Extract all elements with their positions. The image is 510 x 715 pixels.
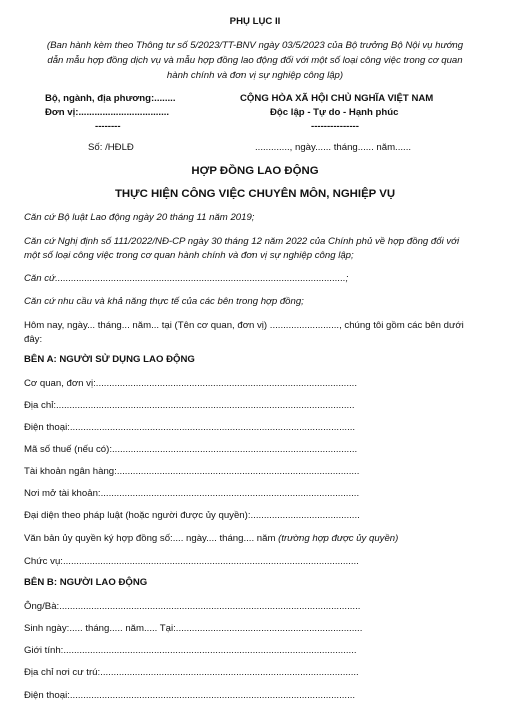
contract-number: Số: /HĐLĐ: [88, 142, 134, 153]
intro-line-2: đây:: [24, 334, 43, 345]
party-b-residence-field: Địa chỉ nơi cư trú:.................................................................................................: [24, 667, 359, 678]
party-b-heading: BÊN B: NGƯỜI LAO ĐỘNG: [24, 577, 148, 588]
basis-needs: Căn cứ nhu cầu và khả năng thực tế của các bên trong hợp đồng;: [24, 296, 304, 307]
ministry-label: Bộ, ngành, địa phương:........: [45, 93, 176, 104]
party-a-authorization-field: [24, 533, 398, 544]
basis-labor-code: Căn cứ Bộ luật Lao động ngày 20 tháng 11 năm 2019;: [24, 212, 255, 223]
party-a-heading: BÊN A: NGƯỜI SỬ DỤNG LAO ĐỘNG: [24, 354, 195, 365]
basis-decree-line-2: một số loại công việc trong cơ quan hành chính và đơn vị sự nghiệp công lập;: [24, 250, 354, 261]
appendix-note-line-1: (Ban hành kèm theo Thông tư số 5/2023/TT-BNV ngày 03/5/2023 của Bộ trưởng Bộ Nội vụ hướng: [46, 40, 464, 51]
party-a-phone-field: Điện thoại:...........................................................................................................: [24, 422, 356, 433]
party-a-bank-field: Tài khoản ngân hàng:...........................................................................................: [24, 466, 360, 477]
party-b-birth-field: Sinh ngày:..... tháng..... năm..... Tại:......................................................................: [24, 623, 363, 634]
right-divider: ---------------: [311, 121, 359, 132]
national-motto: Độc lập - Tự do - Hạnh phúc: [270, 107, 399, 118]
appendix-note-line-3: hành chính và đơn vị sự nghiệp công lập): [166, 70, 344, 81]
party-a-tax-field: Mã số thuế (nếu có):............................................................................................: [24, 444, 358, 455]
contract-title: HỢP ĐỒNG LAO ĐỘNG: [191, 165, 319, 177]
contract-subtitle: THỰC HIỆN CÔNG VIỆC CHUYÊN MÔN, NGHIỆP VỤ: [114, 188, 396, 200]
party-a-address-field: Địa chỉ:................................................................................................................: [24, 400, 355, 411]
left-divider: --------: [95, 121, 121, 132]
party-a-position-field: Chức vụ:...............................................................................................................: [24, 556, 359, 567]
authorization-note: (trường hợp được ủy quyền): [278, 533, 399, 544]
party-a-bank-place-field: Nơi mở tài khoản:.................................................................................................: [24, 488, 360, 499]
appendix-note-line-2: dẫn mẫu hợp đồng dịch vụ và mẫu hợp đồng lao động đối với một số loại công việc trong cơ quan: [47, 55, 463, 66]
national-title: CỘNG HÒA XÃ HỘI CHỦ NGHĨA VIỆT NAM: [240, 93, 434, 104]
basis-other: Căn cứ.............................................................................................................;: [24, 273, 349, 284]
appendix-title: PHỤ LỤC II: [229, 16, 281, 27]
party-b-gender-field: Giới tính:..............................................................................................................: [24, 645, 357, 656]
unit-label: Đơn vị:..................................: [45, 107, 170, 118]
place-date: ............., ngày...... tháng...... năm......: [255, 142, 412, 153]
party-a-representative-field: Đại diện theo pháp luật (hoặc người được ủy quyền):.........................................: [24, 510, 360, 521]
party-b-phone-field: Điện thoại:...........................................................................................................: [24, 690, 356, 701]
party-a-agency-field: Cơ quan, đơn vị:..................................................................................................: [24, 378, 357, 389]
basis-decree-line-1: Căn cứ Nghị định số 111/2022/NĐ-CP ngày 30 tháng 12 năm 2022 của Chính phủ về hợp đồng đối với: [24, 236, 460, 247]
party-b-name-field: Ông/Bà:.................................................................................................................: [24, 601, 361, 612]
authorization-text: Văn bản ủy quyền ký hợp đồng số:.... ngày.... tháng.... năm: [24, 533, 279, 544]
intro-line-1: Hôm nay, ngày... tháng... năm... tại (Tên cơ quan, đơn vị) .........................., chúng tôi gồm các bên dưới: [24, 320, 464, 331]
